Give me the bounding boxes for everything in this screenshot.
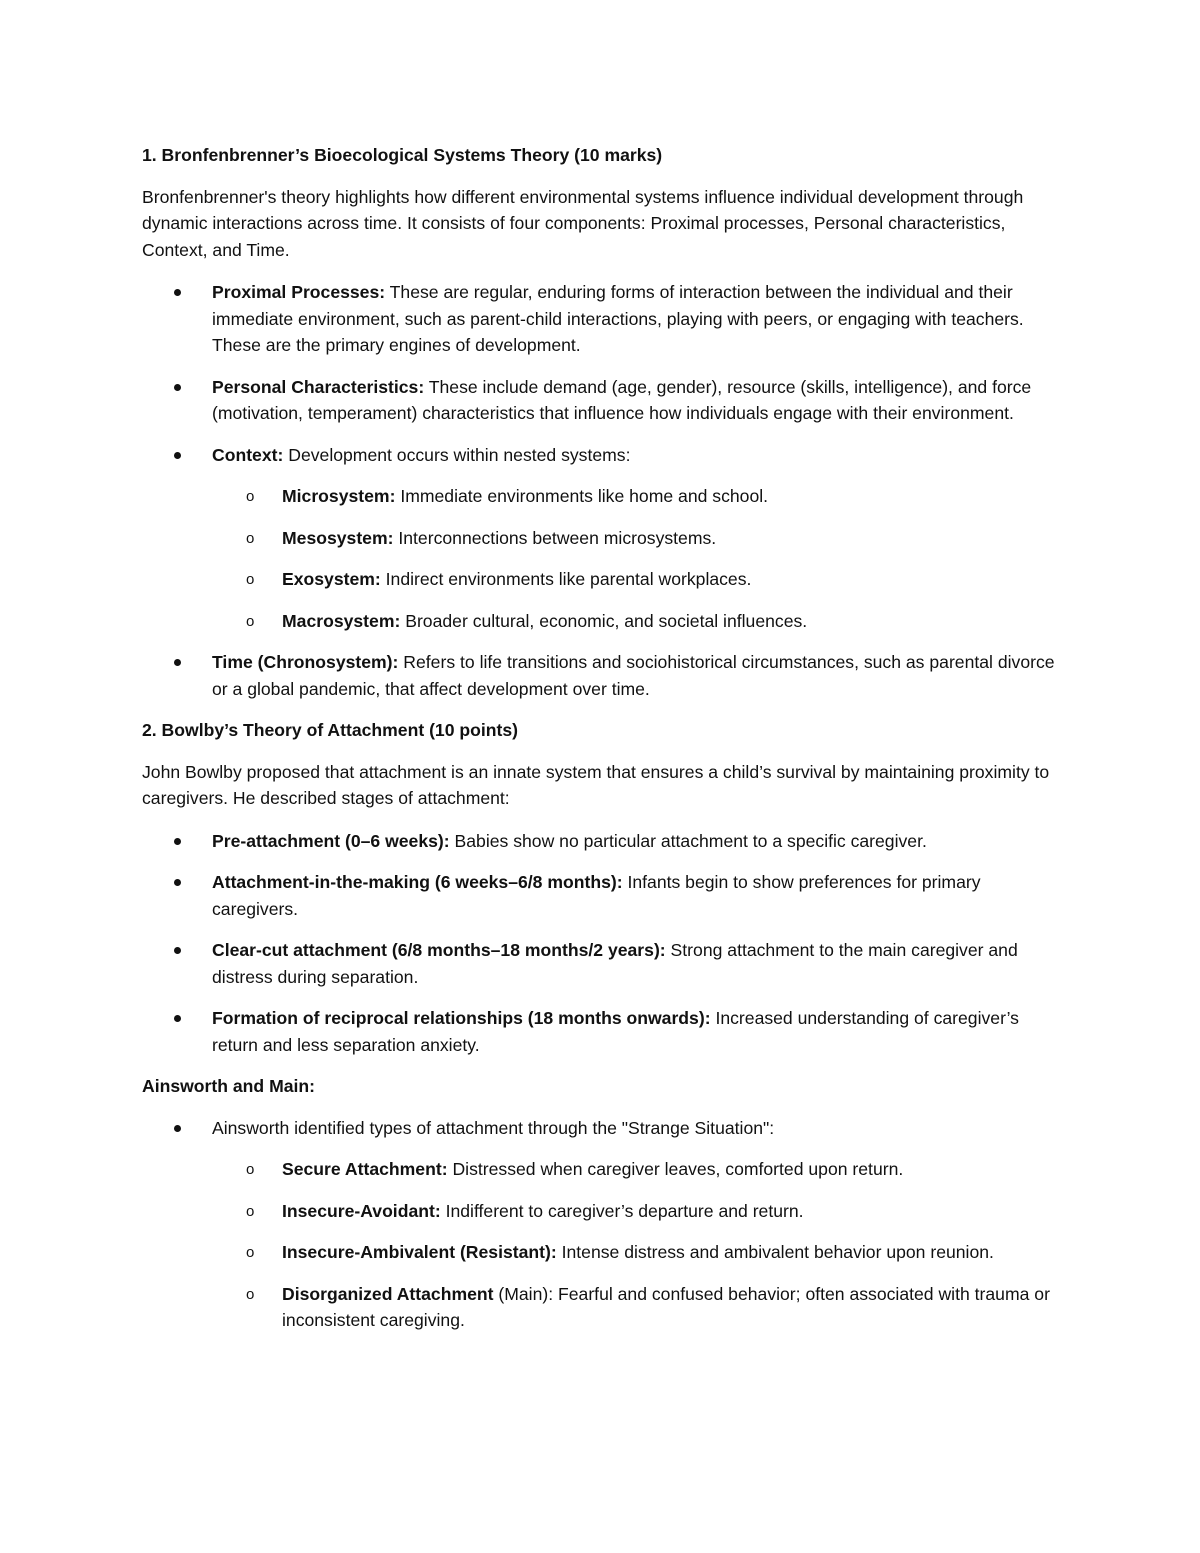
ainsworth-list — [142, 1115, 1062, 1142]
bronfenbrenner-time-list — [142, 649, 1062, 702]
item-term: Context: — [212, 444, 284, 465]
bowlby-stages-list — [142, 828, 1062, 1059]
item-term: Secure Attachment: — [282, 1159, 448, 1179]
section-intro-bronfenbrenner: Bronfenbrenner's theory highlights how different environmental systems influence individual development through dynamic interactions across time. It consists of four components: Proximal processes, Personal characteristics, Context, and Time. — [142, 186, 1024, 260]
item-text: (Main): Fearful and confused behavior; often associated with trauma or inconsistent caregiving. — [282, 1283, 1050, 1330]
bullet-disc-icon — [174, 1125, 181, 1132]
item-text: These are regular, enduring forms of interaction between the individual and their immediate environment, such as parent-child interactions, playing with peers, or engaging with teachers. These are the primary engines of development. — [212, 282, 1024, 355]
list-item — [142, 1239, 1062, 1266]
bullet-disc-icon — [174, 879, 181, 886]
bullet-circle-icon: o — [246, 612, 255, 630]
list-item — [142, 608, 1062, 635]
bullet-disc-icon — [174, 1015, 181, 1022]
attachment-types-list — [142, 1156, 1062, 1334]
item-text: Indifferent to caregiver’s departure and return. — [440, 1200, 804, 1221]
list-item — [142, 828, 1062, 855]
list-item — [142, 937, 1062, 990]
section-intro-bowlby: John Bowlby proposed that attachment is an innate system that ensures a child’s survival by maintaining proximity to caregivers. He described stages of attachment: — [142, 761, 1050, 808]
list-item — [142, 374, 1062, 427]
bullet-circle-icon: o — [246, 488, 255, 505]
item-text: Interconnections between microsystems. — [393, 527, 717, 548]
item-text: Infants begin to show preferences for primary caregivers. — [212, 872, 981, 919]
list-item — [142, 869, 1062, 922]
bullet-disc-icon — [174, 838, 181, 845]
list-item — [142, 1198, 1062, 1225]
item-text: Indirect environments like parental workplaces. — [380, 569, 752, 589]
item-text: Broader cultural, economic, and societal influences. — [400, 610, 808, 631]
item-text: Immediate environments like home and school. — [395, 486, 769, 506]
item-text: These include demand (age, gender), resource (skills, intelligence), and force (motivation, temperament) characteristics that influence how individuals engage with their environment. — [212, 376, 1032, 423]
bullet-disc-icon — [174, 947, 181, 954]
section-heading-bronfenbrenner: 1. Bronfenbrenner’s Bioecological Systems Theory (10 marks) — [142, 145, 663, 165]
item-text: Increased understanding of caregiver’s return and less separation anxiety. — [212, 1008, 1019, 1055]
list-item — [142, 566, 1062, 593]
list-item — [142, 1156, 1062, 1183]
bullet-circle-icon: o — [246, 1285, 255, 1303]
bullet-circle-icon: o — [246, 1244, 255, 1261]
section-heading-ainsworth: Ainsworth and Main: — [142, 1076, 315, 1096]
item-text: Intense distress and ambivalent behavior upon reunion. — [556, 1242, 994, 1262]
item-term: Insecure-Avoidant: — [282, 1200, 441, 1221]
item-term: Pre-attachment (0–6 weeks): — [212, 830, 450, 851]
bullet-circle-icon: o — [246, 1202, 255, 1220]
item-term: Insecure-Ambivalent (Resistant): — [282, 1242, 557, 1262]
list-item — [142, 1115, 1062, 1142]
item-text: Development occurs within nested systems: — [283, 444, 631, 465]
bullet-circle-icon: o — [246, 529, 255, 547]
bullet-disc-icon — [174, 384, 181, 391]
bullet-circle-icon: o — [246, 1161, 255, 1178]
list-item — [142, 525, 1062, 552]
bullet-disc-icon — [174, 452, 181, 459]
item-text: Ainsworth identified types of attachment through the "Strange Situation": — [212, 1117, 775, 1138]
item-text: Babies show no particular attachment to a specific caregiver. — [449, 830, 927, 851]
bullet-disc-icon — [174, 659, 181, 666]
context-systems-list — [142, 483, 1062, 634]
attachment-types-list-wrapper — [142, 1156, 1062, 1334]
item-term: Disorganized Attachment — [282, 1283, 494, 1304]
item-term: Formation of reciprocal relationships (18 months onwards): — [212, 1008, 711, 1028]
list-item — [142, 279, 1062, 359]
list-item — [142, 442, 1062, 469]
item-text: Distressed when caregiver leaves, comforted upon return. — [447, 1159, 904, 1179]
list-item — [142, 1005, 1062, 1058]
item-text: Refers to life transitions and sociohistorical circumstances, such as parental divorce or a global pandemic, that affect development over time. — [212, 652, 1055, 699]
item-term: Proximal Processes: — [212, 282, 386, 302]
bullet-disc-icon — [174, 289, 181, 296]
item-term: Macrosystem: — [282, 610, 401, 631]
context-systems-list-wrapper — [142, 483, 1062, 634]
document-page — [142, 142, 1062, 1349]
nested-list-container — [142, 483, 1062, 634]
item-term: Mesosystem: — [282, 527, 394, 548]
list-item — [142, 483, 1062, 510]
item-term: Attachment-in-the-making (6 weeks–6/8 months): — [212, 872, 623, 892]
item-text: Strong attachment to the main caregiver and distress during separation. — [212, 940, 1018, 987]
item-term: Clear-cut attachment (6/8 months–18 months/2 years): — [212, 940, 666, 960]
item-term: Time (Chronosystem): — [212, 652, 399, 672]
bronfenbrenner-components-list — [142, 279, 1062, 468]
list-item — [142, 649, 1062, 702]
nested-list-container — [142, 1156, 1062, 1334]
item-term: Microsystem: — [282, 486, 396, 506]
item-term: Exosystem: — [282, 569, 381, 589]
list-item — [142, 1281, 1062, 1334]
item-term: Personal Characteristics: — [212, 376, 425, 397]
bullet-circle-icon: o — [246, 571, 255, 588]
section-heading-bowlby: 2. Bowlby’s Theory of Attachment (10 points) — [142, 720, 519, 740]
